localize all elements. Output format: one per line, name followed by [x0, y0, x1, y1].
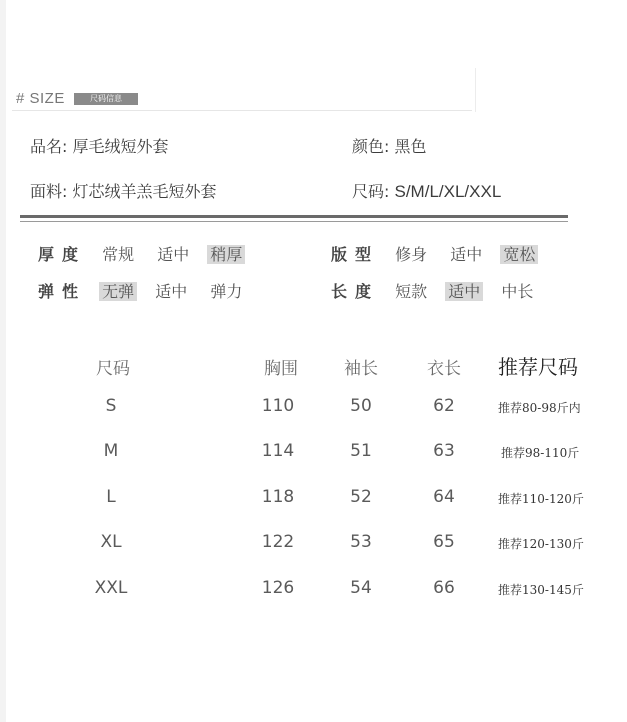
attr-label: 版型	[331, 245, 380, 264]
attr-label: 长度	[331, 282, 380, 301]
fabric-label: 面料:	[30, 182, 68, 201]
top-blank-area	[0, 0, 627, 70]
section-divider	[20, 215, 568, 218]
option: 弹力	[210, 282, 243, 301]
cell-size: XL	[100, 532, 122, 552]
cell-recommend: 推荐120-130斤	[498, 537, 584, 551]
col-header-chest: 胸围	[264, 359, 298, 379]
name-label: 品名:	[30, 137, 68, 156]
option: 适中	[155, 282, 188, 301]
option: 中长	[501, 282, 534, 301]
fabric-row	[30, 179, 217, 202]
col-header-sleeve: 袖长	[344, 359, 378, 379]
col-header-recommend: 推荐尺码	[498, 355, 578, 379]
cell-size: S	[105, 396, 117, 416]
color-value: 黑色	[394, 137, 427, 156]
fabric-value: 灯芯绒羊羔毛短外套	[72, 182, 217, 201]
attr-label: 厚度	[38, 245, 87, 264]
attr-elasticity	[38, 279, 245, 302]
option: 常规	[102, 245, 135, 264]
cell-recommend: 推荐110-120斤	[498, 492, 584, 506]
color-row	[352, 134, 427, 157]
cell-sleeve: 54	[350, 578, 372, 598]
col-header-length: 衣长	[427, 359, 461, 379]
cell-length: 65	[433, 532, 455, 552]
attr-thickness	[38, 242, 245, 265]
cell-chest: 122	[261, 532, 295, 552]
cell-length: 63	[433, 441, 455, 461]
color-label: 颜色:	[352, 137, 390, 156]
left-edge	[0, 0, 6, 722]
cell-recommend: 推荐98-110斤	[501, 446, 580, 460]
cell-chest: 114	[261, 441, 295, 461]
section-divider-thin	[20, 221, 568, 222]
cell-size: XXL	[94, 578, 128, 598]
option-selected: 宽松	[500, 245, 538, 264]
cell-length: 66	[433, 578, 455, 598]
option: 修身	[395, 245, 428, 264]
name-row	[30, 134, 169, 157]
size-label: 尺码:	[352, 182, 390, 201]
size-value: S/M/L/XL/XXL	[394, 182, 502, 201]
col-header-size: 尺码	[96, 359, 130, 379]
cell-length: 64	[433, 487, 455, 507]
header-underline	[12, 110, 472, 111]
option: 短款	[395, 282, 428, 301]
option-selected: 稍厚	[207, 245, 245, 264]
cell-chest: 118	[261, 487, 295, 507]
option-selected: 适中	[445, 282, 483, 301]
size-row	[352, 179, 501, 202]
attr-fit	[331, 242, 538, 265]
section-title: # SIZE	[16, 90, 65, 107]
header-faint-divider	[475, 68, 476, 112]
attr-label: 弹性	[38, 282, 87, 301]
option: 适中	[157, 245, 190, 264]
cell-sleeve: 52	[350, 487, 372, 507]
cell-sleeve: 50	[350, 396, 372, 416]
name-value: 厚毛绒短外套	[72, 137, 169, 156]
cell-sleeve: 53	[350, 532, 372, 552]
cell-chest: 126	[261, 578, 295, 598]
cell-length: 62	[433, 396, 455, 416]
cell-recommend: 推荐130-145斤	[498, 583, 584, 597]
cell-size: M	[103, 441, 119, 461]
cell-size: L	[106, 487, 116, 507]
cell-chest: 110	[261, 396, 295, 416]
section-badge: 尺码信息	[74, 93, 138, 105]
cell-sleeve: 51	[350, 441, 372, 461]
attr-length	[331, 279, 536, 302]
option: 适中	[450, 245, 483, 264]
option-selected: 无弹	[99, 282, 137, 301]
cell-recommend: 推荐80-98斤内	[498, 401, 581, 415]
